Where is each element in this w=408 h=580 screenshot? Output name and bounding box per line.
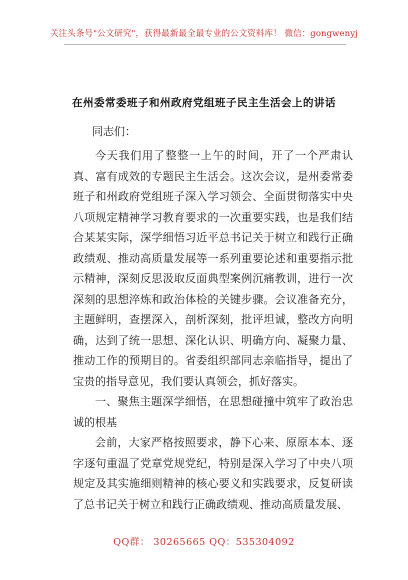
- section-heading-one: 一、聚焦主题深学细悟，在思想碰撞中筑牢了政治忠诚的根基: [73, 395, 353, 429]
- document-body: [73, 146, 353, 515]
- paragraph-section-one: 会前，大家严格按照要求，静下心来、原原本本、逐字逐句重温了党章党规党纪，特别是深入学习了中央八项规定及其实施细则精神的核心要义和实践要求，反复研读了总书记关于树立和践行正确政绩观、推动高质量发展、: [73, 436, 353, 511]
- header-divider: [64, 44, 346, 45]
- footer-contact: QQ群： 30265665 QQ：535304092: [113, 537, 295, 548]
- document-title: 在州委常委班子和州政府党组班子民主生活会上的讲话: [72, 97, 336, 109]
- header-note: 关注头条号"公文研究"，获得最新最全最专业的公文资料库！ 微信：gongwenyj: [50, 29, 358, 39]
- salutation: 同志们：: [92, 125, 136, 138]
- paragraph-intro: 今天我们用了整整一上午的时间，开了一个严肃认真、富有成效的专题民主生活会。这次会议，是州委常委班子和州政府党组班子深入学习领会、全面贯彻落实中央八项规定精神学习教育要求的一次重要实践，也是我们结合某某实际，深学细悟习近平总书记关于树立和践行正确政绩观、推动高质量发展等一系列重要论述和重要指示批示精神，深刻反思汲取反面典型案例沉痛教训，进行一次深刻的思想淬炼和政治体检的关键步骤。会议准备充分，主题鲜明，查摆深入，剖析深刻，批评坦诚，整改方向明确，达到了统一思想、深化认识、明确方向、凝聚力量、推动工作的预期目的。省委组织部同志亲临指导，提出了宝贵的指导意见，我们要认真领会，抓好落实。: [73, 149, 353, 388]
